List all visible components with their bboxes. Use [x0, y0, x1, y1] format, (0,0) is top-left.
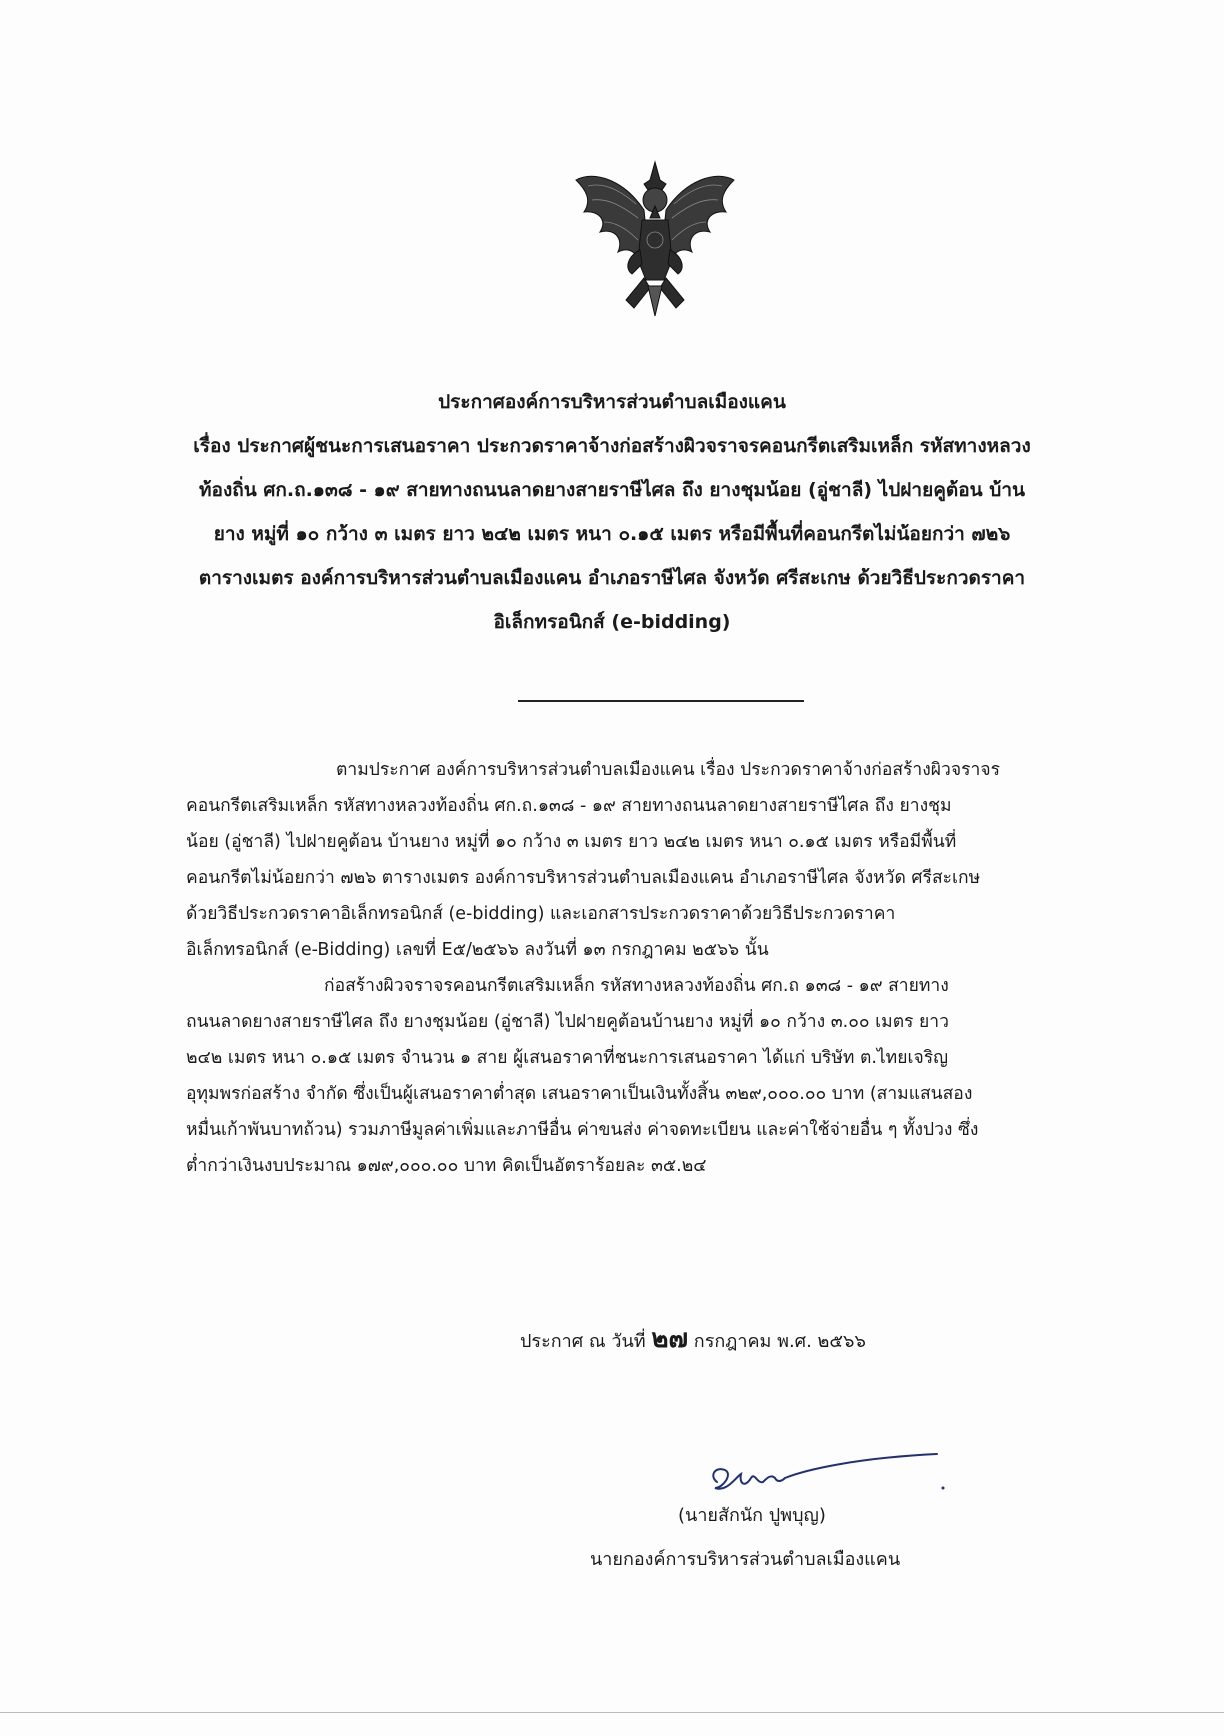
announcement-date [520, 1318, 866, 1359]
date-day-handwritten: ๒๗ [651, 1324, 689, 1354]
paragraph-line: ต่ำกว่าเงินงบประมาณ ๑๗๙,๐๐๐.๐๐ บาท คิดเป็นอัตราร้อยละ ๓๕.๒๔ [186, 1156, 707, 1176]
heading-subject-line: ท้องถิ่น ศก.ถ.๑๓๘ - ๑๙ สายทางถนนลาดยางสายราษีไศล ถึง ยางชุมน้อย (อู่ชาลี) ไปฝายคูต้อน บ้าน [199, 479, 1025, 501]
paragraph-line: ตามประกาศ องค์การบริหารส่วนตำบลเมืองแคน เรื่อง ประกวดราคาจ้างก่อสร้างผิวจราจร [336, 760, 1001, 780]
paragraph-line: คอนกรีตไม่น้อยกว่า ๗๒๖ ตารางเมตร องค์การบริหารส่วนตำบลเมืองแคน อำเภอราษีไศล จังหวัด ศรีสะเกษ [186, 868, 981, 888]
heading-subject-line: ตารางเมตร องค์การบริหารส่วนตำบลเมืองแคน อำเภอราษีไศล จังหวัด ศรีสะเกษ ด้วยวิธีประกวดราคา [198, 567, 1026, 589]
paragraph-line: หมื่นเก้าพันบาทถ้วน) รวมภาษีมูลค่าเพิ่มและภาษีอื่น ค่าขนส่ง ค่าจดทะเบียน และค่าใช้จ่ายอื่น ๆ ทั้งปวง ซึ่ง [186, 1120, 979, 1140]
signer-name: (นายสักนัก ปูพบุญ) [678, 1505, 826, 1526]
paragraph-reference [186, 752, 1126, 968]
garuda-emblem-icon [574, 160, 736, 318]
date-month-year: กรกฎาคม พ.ศ. ๒๕๖๖ [693, 1331, 866, 1352]
paragraph-line: ก่อสร้างผิวจราจรคอนกรีตเสริมเหล็ก รหัสทางหลวงท้องถิ่น ศก.ถ ๑๓๘ - ๑๙ สายทาง [324, 976, 949, 996]
paragraph-winner [186, 968, 1126, 1184]
announcement-heading [120, 380, 1104, 644]
announcement-body [186, 752, 1126, 1184]
paragraph-line: น้อย (อู่ชาลี) ไปฝายคูต้อน บ้านยาง หมู่ที่ ๑๐ กว้าง ๓ เมตร ยาว ๒๔๒ เมตร หนา ๐.๑๕ เมตร หรือมีพื้นที่ [186, 832, 957, 852]
paragraph-line: ถนนลาดยางสายราษีไศล ถึง ยางชุมน้อย (อู่ชาลี) ไปฝายคูต้อนบ้านยาง หมู่ที่ ๑๐ กว้าง ๓.๐๐ เมตร ยาว [186, 1012, 949, 1032]
heading-subject-line: อิเล็กทรอนิกส์ (e-bidding) [493, 611, 731, 633]
paragraph-line: อุทุมพรก่อสร้าง จำกัด ซึ่งเป็นผู้เสนอราคาต่ำสุด เสนอราคาเป็นเงินทั้งสิ้น ๓๒๙,๐๐๐.๐๐ บาท (สามแสนสอง [186, 1084, 973, 1104]
paragraph-line: คอนกรีตเสริมเหล็ก รหัสทางหลวงท้องถิ่น ศก.ถ.๑๓๘ - ๑๙ สายทางถนนลาดยางสายราษีไศล ถึง ยางชุม [186, 796, 952, 816]
handwritten-signature [705, 1448, 945, 1504]
heading-subject-line: เรื่อง ประกาศผู้ชนะการเสนอราคา ประกวดราคาจ้างก่อสร้างผิวจราจรคอนกรีตเสริมเหล็ก รหัสทางหลวง [193, 435, 1031, 457]
paragraph-line: อิเล็กทรอนิกส์ (e-Bidding) เลขที่ E๕/๒๕๖๖ ลงวันที่ ๑๓ กรกฎาคม ๒๕๖๖ นั้น [186, 940, 769, 960]
heading-subject-line: ยาง หมู่ที่ ๑๐ กว้าง ๓ เมตร ยาว ๒๔๒ เมตร หนา ๐.๑๕ เมตร หรือมีพื้นที่คอนกรีตไม่น้อยกว่า ๗๒๖ [213, 523, 1011, 545]
heading-title: ประกาศองค์การบริหารส่วนตำบลเมืองแคน [438, 391, 786, 413]
paragraph-line: ด้วยวิธีประกวดราคาอิเล็กทรอนิกส์ (e-bidding) และเอกสารประกวดราคาด้วยวิธีประกวดราคา [186, 904, 896, 924]
page-bottom-edge [0, 1712, 1224, 1713]
heading-divider [518, 700, 804, 702]
signer-title: นายกองค์การบริหารส่วนตำบลเมืองแคน [590, 1549, 901, 1570]
paragraph-line: ๒๔๒ เมตร หนา ๐.๑๕ เมตร จำนวน ๑ สาย ผู้เสนอราคาที่ชนะการเสนอราคา ได้แก่ บริษัท ต.ไทยเจริญ [186, 1048, 949, 1068]
date-prefix: ประกาศ ณ วันที่ [520, 1331, 646, 1352]
